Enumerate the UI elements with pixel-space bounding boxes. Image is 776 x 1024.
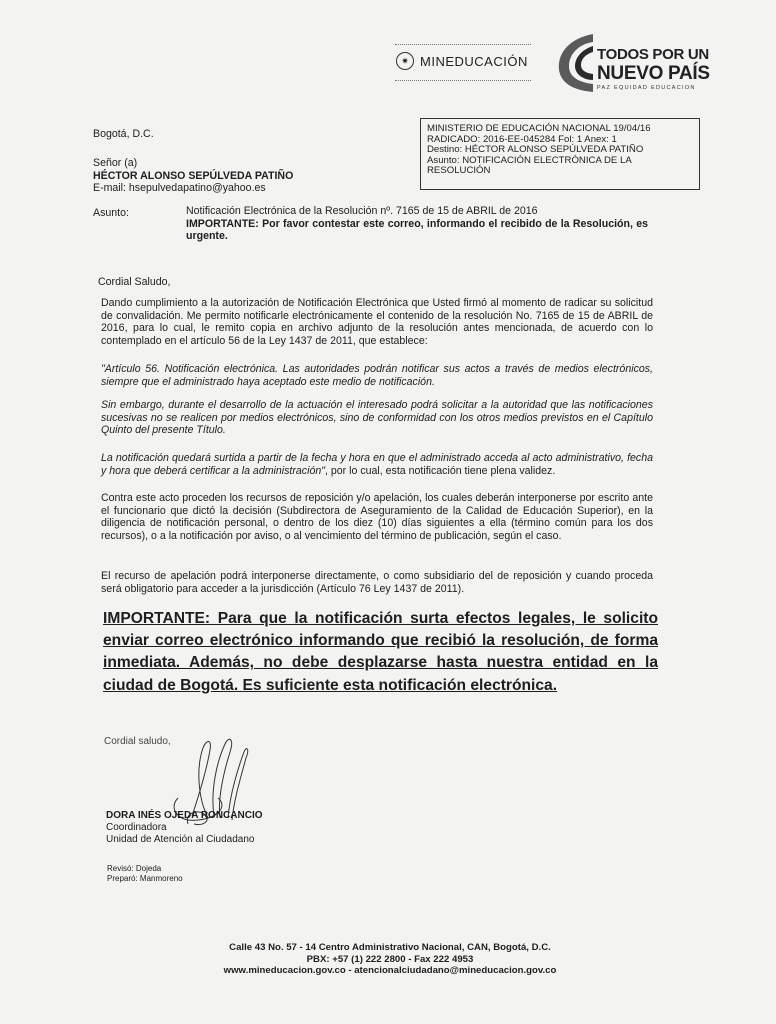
recipient-block bbox=[93, 157, 293, 195]
ministry-logo-text: MINEDUCACIÓN bbox=[420, 53, 528, 69]
brand-logo bbox=[553, 30, 710, 96]
radicado-line-2: RADICADO: 2016-EE-045284 Fol: 1 Anex: 1 bbox=[427, 133, 617, 145]
review-block bbox=[107, 864, 183, 884]
signer-block bbox=[106, 810, 263, 846]
brand-line-2: NUEVO PAÍS bbox=[597, 63, 710, 84]
quote-paragraph-3-normal: , por lo cual, esta notificación tiene plena validez. bbox=[325, 464, 556, 477]
important-notice: IMPORTANTE: Para que la notificación surta efectos legales, le solicito enviar correo electrónico informando que recibió la resolución, de forma inmediata. Además, no debe desplazarse hasta nuestra entidad en la ciudad de Bogotá. Es suficiente esta notificación electrónica. bbox=[103, 610, 658, 694]
signer-unit: Unidad de Atención al Ciudadano bbox=[106, 834, 255, 845]
quote-paragraph-1: "Artículo 56. Notificación electrónica. Las autoridades podrán notificar sus actos a través de medios electrónicos, siempre que el administrado haya aceptado este medio de notificación. bbox=[101, 363, 653, 388]
radicado-line-1: MINISTERIO DE EDUCACIÓN NACIONAL 19/04/16 bbox=[427, 123, 651, 134]
radicado-line-4: Asunto: NOTIFICACIÓN ELECTRÓNICA DE LA bbox=[427, 154, 632, 166]
coat-of-arms-icon: ✷ bbox=[396, 52, 414, 70]
radicado-line-3: Destino: HÉCTOR ALONSO SEPÚLVEDA PATIÑO bbox=[427, 144, 644, 156]
radicado-line-5: RESOLUCIÓN bbox=[427, 165, 491, 177]
quote-paragraph-2: Sin embargo, durante el desarrollo de la actuación el interesado podrá solicitar a la autoridad que las notificaciones sucesivas no se realicen por medios electrónicos, sino de conformidad con los otros medios previstos en el Capítulo Quinto del presente Título. bbox=[101, 399, 653, 436]
quote-paragraph-3-italic: La notificación quedará surtida a partir de la fecha y hora en que el administrado acceda al acto administrativo, fecha y hora que deberá certificar a la administración" bbox=[101, 452, 653, 477]
signer-name: DORA INÉS OJEDA RONCANCIO bbox=[106, 810, 263, 821]
brand-line-1: TODOS POR UN bbox=[597, 46, 709, 63]
subject-label: Asunto: bbox=[93, 207, 129, 219]
closing-line: Cordial saludo, bbox=[104, 736, 171, 747]
logo-divider-bottom bbox=[395, 80, 531, 81]
subject-important: IMPORTANTE: Por favor contestar este correo, informando el recibido de la Resolución, es urgente. bbox=[186, 217, 648, 242]
footer-web: www.mineducacion.gov.co - atencionalciudadano@mineducacion.gov.co bbox=[223, 965, 557, 976]
paragraph-1: Dando cumplimiento a la autorización de Notificación Electrónica que Usted firmó al momento de radicar su solicitud de convalidación. Me permito notificarle electrónicamente el contenido de la resolución No. 7165 de 15 de ABRIL de 2016, para lo cual, le remito copia en archivo adjunto de la resolución antes mencionada, de acuerdo con lo contemplado en el artículo 56 de la Ley 1437 de 2011, que establece: bbox=[101, 297, 653, 347]
footer-address: Calle 43 No. 57 - 14 Centro Administrativo Nacional, CAN, Bogotá, D.C. bbox=[229, 942, 551, 953]
recipient-email: E-mail: hsepulvedapatino@yahoo.es bbox=[93, 182, 266, 194]
greeting: Cordial Saludo, bbox=[98, 276, 171, 288]
subject-block bbox=[186, 205, 648, 243]
brand-line-3: PAZ EQUIDAD EDUCACION bbox=[597, 85, 696, 91]
prepared-by: Preparó: Manmoreno bbox=[107, 874, 183, 883]
reviewed-by: Revisó: Dojeda bbox=[107, 864, 162, 873]
footer bbox=[150, 942, 630, 977]
signer-title: Coordinadora bbox=[106, 822, 167, 833]
paragraph-3: El recurso de apelación podrá interponerse directamente, o como subsidiario del de reposición y cuando proceda será obligatorio para acceder a la jurisdicción (Artículo 76 Ley 1437 de 2011). bbox=[101, 570, 653, 595]
quote-paragraph-3 bbox=[101, 452, 653, 477]
subject-line: Notificación Electrónica de la Resolución nº. 7165 de 15 de ABRIL de 2016 bbox=[186, 205, 538, 217]
footer-phone: PBX: +57 (1) 222 2800 - Fax 222 4953 bbox=[306, 953, 474, 965]
recipient-salutation: Señor (a) bbox=[93, 157, 138, 169]
logo-divider-top bbox=[395, 44, 531, 45]
radicado-stamp bbox=[420, 118, 700, 190]
ministry-logo bbox=[396, 52, 528, 70]
brand-swoosh-icon bbox=[553, 30, 599, 96]
paragraph-2: Contra este acto proceden los recursos de reposición y/o apelación, los cuales deberán interponerse por escrito ante el funcionario que dictó la decisión (Subdirectora de Aseguramiento de la Calidad de Educación Superior), en la diligencia de notificación personal, o dentro de los diez (10) días siguientes a ella (término común para los dos recursos), o a la notificación por aviso, o al vencimiento del término de publicación, según el caso. bbox=[101, 492, 653, 542]
place-line: Bogotá, D.C. bbox=[93, 128, 154, 140]
recipient-name: HÉCTOR ALONSO SEPÚLVEDA PATIÑO bbox=[93, 169, 294, 182]
